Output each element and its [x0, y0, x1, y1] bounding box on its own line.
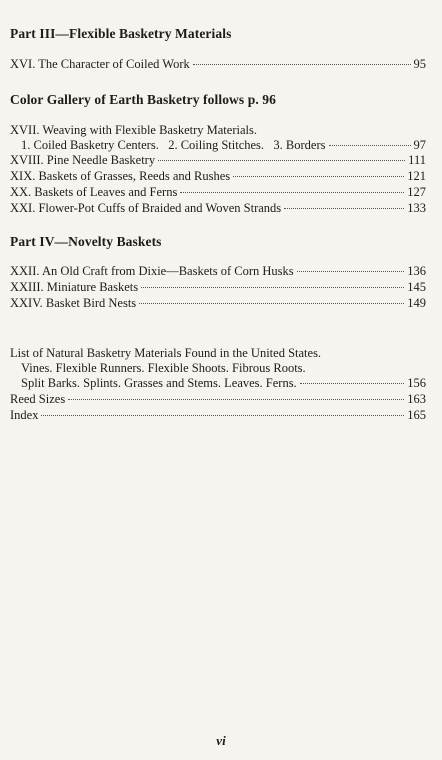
color-gallery-heading: Color Gallery of Earth Basketry follows p. 96: [10, 92, 276, 107]
dot-leader: [300, 382, 405, 384]
dot-leader: [233, 175, 404, 177]
dot-leader: [158, 159, 405, 161]
dot-leader: [297, 270, 405, 272]
toc-entry: [10, 169, 426, 184]
page-number: vi: [216, 733, 226, 748]
toc-entry: [10, 296, 426, 311]
dot-leader: [329, 144, 411, 146]
toc-entry-title: XIX. Baskets of Grasses, Reeds and Rushes: [10, 169, 231, 183]
toc-entry-page: 133: [407, 201, 426, 215]
toc-entry-subtitle: Split Barks. Splints. Grasses and Stems. Leaves. Ferns.: [21, 376, 297, 390]
toc-entry-page: 163: [407, 392, 426, 406]
toc-entry-page: 127: [407, 185, 426, 199]
toc-entry-title: XXIV. Basket Bird Nests: [10, 296, 137, 310]
toc-entry: [21, 376, 426, 391]
toc-entry-title: XVI. The Character of Coiled Work: [10, 57, 190, 71]
toc-entry: [10, 185, 426, 200]
toc-entry: [10, 201, 426, 216]
toc-entry-title: XXII. An Old Craft from Dixie—Baskets of Corn Husks: [10, 264, 294, 278]
toc-entry-page: 121: [407, 169, 426, 183]
toc-entry: [10, 57, 426, 72]
toc-entry-page: 111: [408, 153, 426, 167]
part-iv-heading: Part IV—Novelty Baskets: [10, 234, 162, 249]
toc-entry-page: 97: [413, 138, 426, 152]
toc-entry-page: 136: [407, 264, 426, 278]
toc-entry: [10, 264, 426, 279]
toc-entry-title: Reed Sizes: [10, 392, 66, 406]
toc-entry-title: List of Natural Basketry Materials Found in the United States.: [10, 346, 322, 360]
toc-entry: [10, 392, 426, 407]
dot-leader: [68, 398, 404, 400]
part-iii-heading: Part III—Flexible Basketry Materials: [10, 26, 232, 41]
dot-leader: [193, 63, 411, 65]
toc-entry: [21, 138, 426, 153]
toc-entry-subtitle: 1. Coiled Basketry Centers. 2. Coiling Stitches. 3. Borders: [21, 138, 326, 152]
toc-entry-subtitle: Vines. Flexible Runners. Flexible Shoots. Fibrous Roots.: [21, 361, 306, 375]
toc-entry: [10, 153, 426, 168]
toc-entry-page: 165: [407, 408, 426, 422]
toc-entry-page: 149: [407, 296, 426, 310]
toc-entry-page: 145: [407, 280, 426, 294]
toc-entry-title: XXI. Flower-Pot Cuffs of Braided and Woven Strands: [10, 201, 282, 215]
toc-entry-page: 95: [413, 57, 426, 71]
toc-entry-title: Index: [10, 408, 39, 422]
toc-entry-page: 156: [407, 376, 426, 390]
dot-leader: [139, 302, 404, 304]
toc-entry-title: XX. Baskets of Leaves and Ferns: [10, 185, 178, 199]
toc-entry-title: XXIII. Miniature Baskets: [10, 280, 139, 294]
dot-leader: [180, 191, 404, 193]
toc-entry: [10, 280, 426, 295]
toc-entry-title: XVII. Weaving with Flexible Basketry Materials.: [10, 123, 257, 137]
toc-entry: [10, 408, 426, 423]
dot-leader: [284, 207, 404, 209]
dot-leader: [41, 414, 404, 416]
toc-entry-title: XVIII. Pine Needle Basketry: [10, 153, 156, 167]
dot-leader: [141, 286, 404, 288]
